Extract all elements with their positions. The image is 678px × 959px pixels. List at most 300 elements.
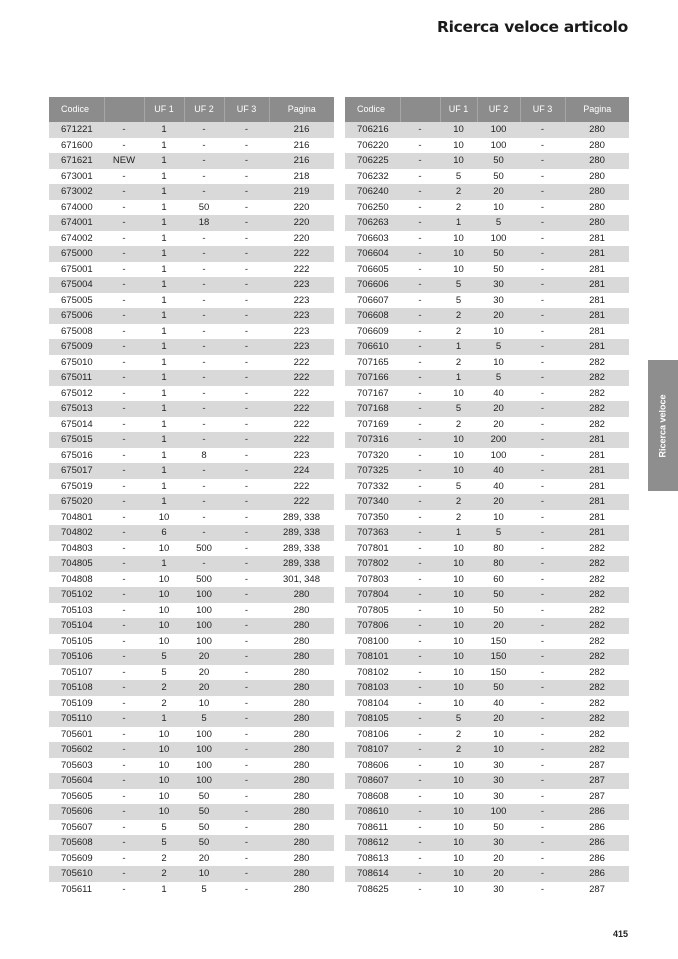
cell-codice: 707802 <box>345 556 400 572</box>
cell-uf3: - <box>244 542 249 554</box>
cell-note: - <box>104 804 144 820</box>
cell-uf2: 30 <box>493 759 504 771</box>
cell-uf3: - <box>224 277 269 293</box>
cell-uf1: 1 <box>440 215 477 231</box>
cell-pagina: 280 <box>293 604 310 616</box>
cell-uf1: 10 <box>453 542 464 554</box>
cell-uf1: 10 <box>440 587 477 603</box>
cell-uf3: - <box>540 635 545 647</box>
cell-codice: 704802 <box>49 525 104 541</box>
table-row <box>49 618 334 634</box>
table-row <box>49 246 334 262</box>
cell-codice: 708105 <box>345 711 400 727</box>
table-row <box>49 789 334 805</box>
cell-uf2: 50 <box>198 821 210 833</box>
cell-codice: 707316 <box>345 432 400 448</box>
cell-uf3: - <box>540 666 545 678</box>
cell-uf3: - <box>244 759 249 771</box>
cell-uf2: 18 <box>184 215 224 231</box>
table-row <box>49 665 334 681</box>
cell-note: - <box>418 325 422 337</box>
cell-note: - <box>400 370 440 386</box>
cell-pagina: 280 <box>269 804 334 820</box>
cell-uf2: 200 <box>477 432 520 448</box>
cell-uf1: 10 <box>440 680 477 696</box>
table-row <box>49 184 334 200</box>
cell-uf2: - <box>184 308 224 324</box>
cell-uf2: 100 <box>196 635 212 647</box>
cell-note: - <box>400 835 440 851</box>
cell-uf3: - <box>244 635 249 647</box>
table-row <box>49 401 334 417</box>
cell-uf3: - <box>244 139 249 151</box>
cell-uf2: 5 <box>477 525 520 541</box>
table-row <box>345 742 629 758</box>
cell-codice: 706263 <box>345 215 400 231</box>
cell-uf1: 10 <box>453 666 464 678</box>
cell-uf2: - <box>202 480 206 492</box>
cell-note: - <box>122 511 126 523</box>
cell-uf1: 1 <box>144 308 184 324</box>
cell-codice: 705607 <box>61 821 93 833</box>
cell-uf1: 10 <box>158 790 170 802</box>
cell-uf3: - <box>540 604 545 616</box>
cell-uf2: 100 <box>477 804 520 820</box>
cell-uf1: 2 <box>455 728 462 740</box>
cell-uf3: - <box>540 294 545 306</box>
cell-codice: 673001 <box>61 170 93 182</box>
cell-pagina: 222 <box>269 246 334 262</box>
cell-uf3: - <box>224 463 269 479</box>
cell-uf1: 10 <box>440 866 477 882</box>
cell-pagina: 223 <box>269 308 334 324</box>
cell-uf3: - <box>224 773 269 789</box>
cell-uf3: - <box>520 587 565 603</box>
cell-pagina: 282 <box>589 356 605 368</box>
table-row <box>345 386 629 402</box>
cell-codice: 704803 <box>61 542 93 554</box>
cell-note: - <box>400 773 440 789</box>
cell-uf3: - <box>244 511 249 523</box>
cell-uf3: - <box>540 480 545 492</box>
table-row <box>49 556 334 572</box>
cell-uf2: 100 <box>196 759 212 771</box>
cell-note: - <box>104 711 144 727</box>
cell-uf2: - <box>202 418 206 430</box>
cell-uf1: 5 <box>440 711 477 727</box>
article-table-right <box>345 97 629 897</box>
cell-uf2: 80 <box>493 542 504 554</box>
cell-uf1: 10 <box>158 511 170 523</box>
cell-note: - <box>104 649 144 665</box>
cell-pagina: 282 <box>589 418 605 430</box>
page-number: 415 <box>612 929 628 939</box>
table-row <box>345 649 629 665</box>
cell-uf3: - <box>224 494 269 510</box>
table-row <box>49 711 334 727</box>
cell-uf3: - <box>520 215 565 231</box>
cell-pagina: 222 <box>293 418 310 430</box>
cell-uf3: - <box>520 711 565 727</box>
table-row <box>345 339 629 355</box>
cell-uf2: 20 <box>198 852 210 864</box>
cell-uf1: 10 <box>453 387 464 399</box>
cell-codice: 705608 <box>49 835 104 851</box>
cell-uf2: - <box>202 325 206 337</box>
cell-uf3: - <box>224 525 269 541</box>
cell-uf3: - <box>224 308 269 324</box>
cell-uf1: 10 <box>440 122 477 138</box>
cell-uf3: - <box>224 680 269 696</box>
cell-uf1: 10 <box>158 604 170 616</box>
cell-codice: 705606 <box>49 804 104 820</box>
cell-pagina: 282 <box>589 573 605 585</box>
cell-uf3: - <box>244 170 249 182</box>
table-row <box>345 448 629 464</box>
table-row <box>49 525 334 541</box>
cell-note: - <box>104 773 144 789</box>
cell-note: - <box>104 370 144 386</box>
cell-uf2: - <box>202 139 206 151</box>
table-row <box>345 200 629 216</box>
table-row <box>49 463 334 479</box>
cell-uf2: - <box>184 277 224 293</box>
table-row <box>49 649 334 665</box>
cell-note: - <box>122 356 126 368</box>
cell-pagina: 280 <box>269 742 334 758</box>
cell-note: - <box>122 232 126 244</box>
cell-note: - <box>400 246 440 262</box>
cell-pagina: 280 <box>269 835 334 851</box>
cell-uf3: - <box>520 370 565 386</box>
cell-codice: 675001 <box>61 263 93 275</box>
table-row <box>49 386 334 402</box>
cell-uf1: 2 <box>440 742 477 758</box>
cell-note: - <box>400 711 440 727</box>
side-index-tab[interactable] <box>648 360 678 491</box>
cell-uf2: 100 <box>184 773 224 789</box>
cell-pagina: 220 <box>293 201 310 213</box>
cell-uf2: 150 <box>490 635 507 647</box>
cell-codice: 707166 <box>345 370 400 386</box>
cell-uf3: - <box>540 728 545 740</box>
table-row <box>345 525 629 541</box>
cell-note: - <box>418 759 422 771</box>
cell-note: - <box>418 542 422 554</box>
cell-note: - <box>400 215 440 231</box>
cell-uf1: 10 <box>158 728 170 740</box>
cell-codice: 674001 <box>49 215 104 231</box>
cell-uf1: 1 <box>161 170 167 182</box>
table-row <box>49 804 334 820</box>
cell-uf1: 1 <box>144 339 184 355</box>
cell-uf3: - <box>540 418 545 430</box>
cell-codice: 706225 <box>345 153 400 169</box>
cell-uf2: 40 <box>493 697 504 709</box>
cell-uf1: 1 <box>440 370 477 386</box>
cell-uf3: - <box>540 356 545 368</box>
cell-uf3: - <box>520 804 565 820</box>
cell-codice: 707169 <box>357 418 389 430</box>
table-row <box>49 742 334 758</box>
cell-uf1: 1 <box>161 356 167 368</box>
cell-uf2: 60 <box>493 573 504 585</box>
table-row <box>49 308 334 324</box>
cell-uf2: 50 <box>184 835 224 851</box>
table-row <box>345 153 629 169</box>
table-row <box>49 773 334 789</box>
cell-uf2: - <box>184 246 224 262</box>
cell-note: - <box>104 122 144 138</box>
cell-uf2: 150 <box>477 649 520 665</box>
table-row <box>345 510 629 526</box>
cell-uf2: 80 <box>477 556 520 572</box>
cell-pagina: 280 <box>565 122 629 138</box>
cell-codice: 675013 <box>49 401 104 417</box>
cell-codice: 705102 <box>49 587 104 603</box>
cell-uf2: 100 <box>184 587 224 603</box>
cell-codice: 675014 <box>61 418 93 430</box>
cell-note: - <box>400 494 440 510</box>
cell-uf1: 1 <box>440 339 477 355</box>
cell-pagina: 281 <box>589 449 605 461</box>
cell-note: - <box>104 494 144 510</box>
cell-pagina: 223 <box>269 339 334 355</box>
cell-pagina: 280 <box>589 170 605 182</box>
cell-uf2: - <box>202 232 206 244</box>
cell-uf1: 10 <box>144 804 184 820</box>
cell-uf3: - <box>540 139 545 151</box>
cell-note: - <box>104 525 144 541</box>
table-row <box>345 727 629 743</box>
table-row <box>345 541 629 557</box>
cell-codice: 706604 <box>345 246 400 262</box>
cell-codice: 705611 <box>61 883 92 895</box>
cell-uf1: 10 <box>453 852 464 864</box>
cell-uf2: 100 <box>196 604 212 616</box>
cell-pagina: 281 <box>589 263 605 275</box>
cell-note: - <box>400 339 440 355</box>
cell-note: - <box>122 294 126 306</box>
cell-uf3: - <box>224 618 269 634</box>
cell-uf2: 10 <box>493 511 504 523</box>
cell-note: - <box>122 666 126 678</box>
cell-codice: 705105 <box>61 635 93 647</box>
cell-codice: 705602 <box>49 742 104 758</box>
table-row <box>345 324 629 340</box>
cell-codice: 708104 <box>357 697 389 709</box>
cell-codice: 706608 <box>345 308 400 324</box>
cell-pagina: 222 <box>293 356 310 368</box>
cell-uf2: - <box>184 432 224 448</box>
cell-uf2: 50 <box>198 201 210 213</box>
cell-uf1: 1 <box>161 232 167 244</box>
cell-note: - <box>104 401 144 417</box>
cell-note: NEW <box>104 153 144 169</box>
cell-pagina: 280 <box>293 883 310 895</box>
cell-codice: 675020 <box>49 494 104 510</box>
cell-uf2: 10 <box>477 742 520 758</box>
cell-uf3: - <box>520 866 565 882</box>
cell-uf2: 8 <box>201 449 207 461</box>
cell-uf2: 20 <box>477 866 520 882</box>
cell-uf2: 20 <box>184 680 224 696</box>
cell-note: - <box>122 170 126 182</box>
cell-codice: 675015 <box>49 432 104 448</box>
cell-uf1: 2 <box>144 680 184 696</box>
cell-uf2: 30 <box>477 773 520 789</box>
cell-pagina: 289, 338 <box>283 511 320 523</box>
cell-uf3: - <box>224 339 269 355</box>
cell-pagina: 222 <box>293 387 310 399</box>
cell-codice: 675012 <box>61 387 93 399</box>
table-row <box>345 665 629 681</box>
cell-uf2: 20 <box>477 184 520 200</box>
cell-note: - <box>418 356 422 368</box>
page-title: Ricerca veloce articolo <box>436 18 628 36</box>
cell-uf3: - <box>224 184 269 200</box>
cell-uf1: 2 <box>455 325 462 337</box>
cell-codice: 705104 <box>49 618 104 634</box>
cell-uf1: 10 <box>158 635 170 647</box>
table-row <box>49 835 334 851</box>
cell-uf2: 20 <box>477 494 520 510</box>
cell-uf2: - <box>184 556 224 572</box>
cell-uf3: - <box>520 153 565 169</box>
cell-codice: 708102 <box>357 666 389 678</box>
cell-pagina: 281 <box>565 308 629 324</box>
table-row <box>49 215 334 231</box>
cell-uf1: 5 <box>144 835 184 851</box>
table-row <box>49 324 334 340</box>
cell-pagina: 282 <box>589 387 605 399</box>
cell-uf1: 1 <box>161 418 167 430</box>
cell-uf1: 2 <box>440 494 477 510</box>
cell-uf3: - <box>224 649 269 665</box>
cell-uf2: 100 <box>490 449 507 461</box>
table-row <box>49 432 334 448</box>
cell-codice: 707803 <box>357 573 389 585</box>
cell-uf3: - <box>520 649 565 665</box>
cell-uf1: 1 <box>161 139 167 151</box>
cell-uf2: 5 <box>477 215 520 231</box>
cell-note: - <box>400 277 440 293</box>
cell-uf1: 5 <box>440 277 477 293</box>
cell-uf2: - <box>202 511 206 523</box>
cell-pagina: 286 <box>589 821 605 833</box>
cell-uf3: - <box>224 246 269 262</box>
cell-note: - <box>104 742 144 758</box>
cell-codice: 675011 <box>49 370 104 386</box>
table-row <box>49 448 334 464</box>
cell-uf3: - <box>224 804 269 820</box>
cell-pagina: 282 <box>565 742 629 758</box>
cell-uf3: - <box>540 852 545 864</box>
table-row <box>49 231 334 247</box>
cell-pagina: 286 <box>565 866 629 882</box>
cell-uf1: 5 <box>455 480 462 492</box>
cell-uf2: 10 <box>493 356 504 368</box>
cell-uf3: - <box>540 573 545 585</box>
cell-uf1: 10 <box>158 573 170 585</box>
cell-pagina: 282 <box>589 666 605 678</box>
cell-uf3: - <box>540 511 545 523</box>
cell-uf2: - <box>202 263 206 275</box>
cell-uf1: 10 <box>453 139 464 151</box>
table-row <box>49 727 334 743</box>
table-row <box>49 696 334 712</box>
cell-uf2: 50 <box>493 263 504 275</box>
cell-uf2: - <box>184 401 224 417</box>
cell-note: - <box>418 511 422 523</box>
col-pagina: Pagina <box>565 97 629 122</box>
cell-uf2: 20 <box>493 418 504 430</box>
cell-uf1: 10 <box>453 883 464 895</box>
cell-uf1: 2 <box>440 308 477 324</box>
cell-note: - <box>418 852 422 864</box>
cell-note: - <box>122 759 126 771</box>
cell-pagina: 280 <box>293 790 310 802</box>
cell-uf3: - <box>540 201 545 213</box>
cell-codice: 671600 <box>61 139 93 151</box>
table-row <box>345 804 629 820</box>
cell-uf1: 2 <box>455 356 462 368</box>
cell-uf1: 10 <box>440 556 477 572</box>
cell-uf2: 50 <box>493 821 504 833</box>
cell-pagina: 281 <box>589 232 605 244</box>
cell-uf1: 1 <box>144 494 184 510</box>
table-row <box>345 231 629 247</box>
cell-note: - <box>104 587 144 603</box>
cell-note: - <box>418 139 422 151</box>
cell-codice: 675019 <box>61 480 93 492</box>
cell-note: - <box>122 604 126 616</box>
cell-codice: 707804 <box>345 587 400 603</box>
cell-note: - <box>418 635 422 647</box>
cell-pagina: 282 <box>565 649 629 665</box>
cell-uf1: 10 <box>440 773 477 789</box>
cell-uf1: 1 <box>144 153 184 169</box>
cell-uf3: - <box>540 790 545 802</box>
table-row <box>345 696 629 712</box>
cell-note: - <box>400 866 440 882</box>
cell-uf3: - <box>520 339 565 355</box>
cell-codice: 705109 <box>61 697 93 709</box>
cell-note: - <box>122 697 126 709</box>
cell-codice: 708106 <box>357 728 389 740</box>
cell-codice: 705610 <box>49 866 104 882</box>
cell-note: - <box>400 401 440 417</box>
cell-uf2: 5 <box>477 370 520 386</box>
table-row <box>49 866 334 882</box>
cell-uf3: - <box>520 556 565 572</box>
cell-pagina: 281 <box>565 339 629 355</box>
cell-note: - <box>400 649 440 665</box>
cell-uf1: 10 <box>453 573 464 585</box>
cell-codice: 671221 <box>49 122 104 138</box>
cell-pagina: 280 <box>269 680 334 696</box>
cell-pagina: 281 <box>565 525 629 541</box>
cell-uf2: 50 <box>493 170 504 182</box>
cell-uf1: 5 <box>455 170 462 182</box>
cell-codice: 705603 <box>61 759 93 771</box>
cell-uf2: 50 <box>477 587 520 603</box>
cell-uf3: - <box>520 773 565 789</box>
cell-codice: 706220 <box>357 139 389 151</box>
cell-uf2: 30 <box>493 294 504 306</box>
cell-pagina: 281 <box>565 494 629 510</box>
cell-uf1: 10 <box>440 804 477 820</box>
